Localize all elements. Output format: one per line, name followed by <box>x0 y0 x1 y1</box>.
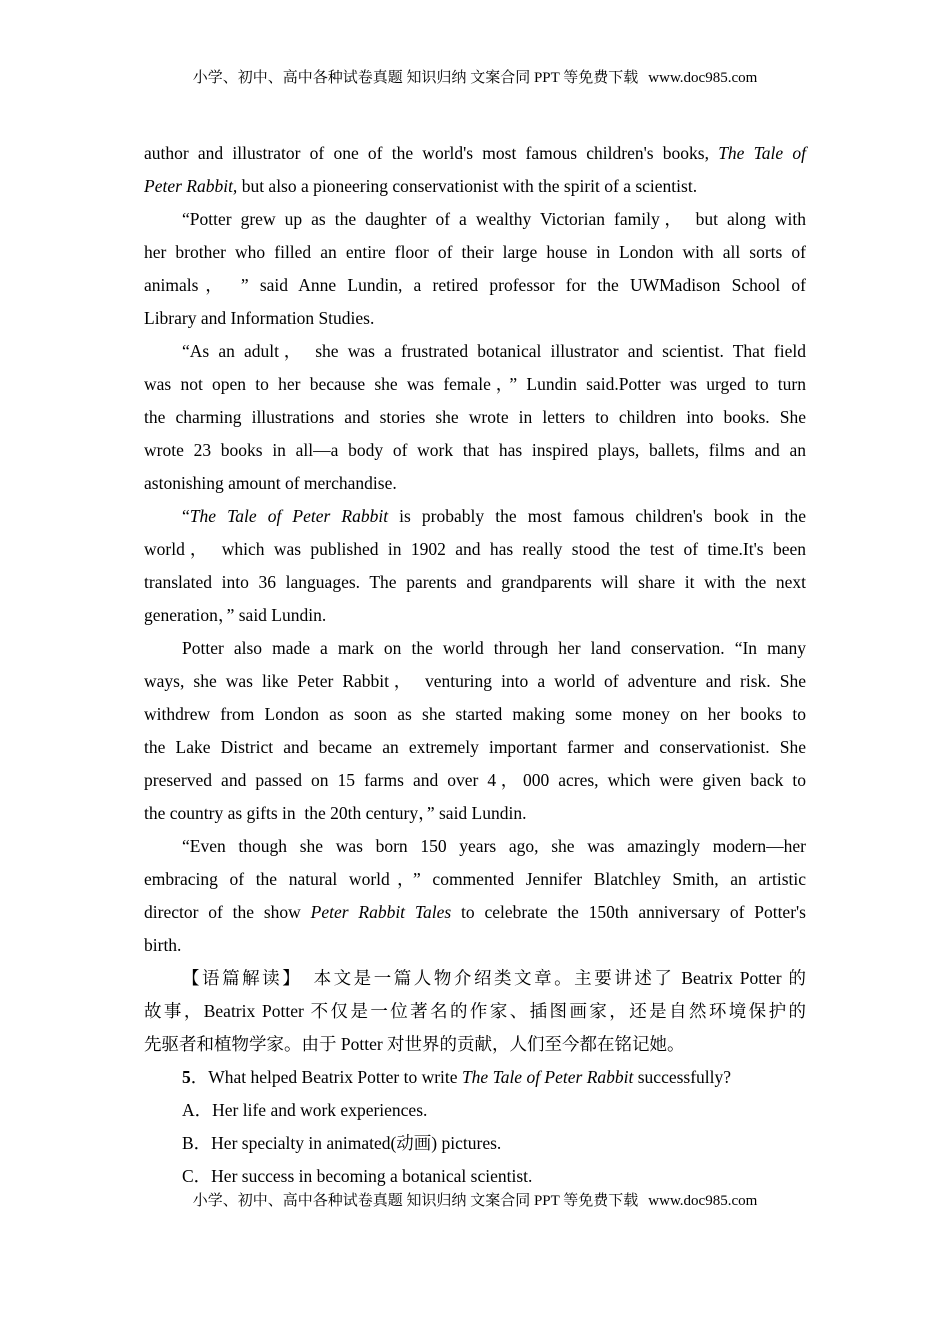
text-line <box>144 1061 806 1094</box>
text-segment: Peter Rabbit Tales <box>310 902 452 922</box>
text-segment: embracing of the natural world，” commented Jennifer Blatchley Smith, an artistic <box>144 869 806 889</box>
header-text: 小学、初中、高中各种试卷真题 知识归纳 文案合同 PPT 等免费下载 <box>192 70 639 86</box>
text-line <box>144 665 806 698</box>
text-line <box>144 962 806 995</box>
text-segment: is probably the most famous children's book in the <box>388 506 806 526</box>
text-line <box>144 698 806 731</box>
text-line <box>144 1094 806 1127</box>
text-line <box>144 995 806 1028</box>
text-segment: translated into 36 languages. The parents and grandparents will share it with the next <box>144 572 806 592</box>
text-segment: birth. <box>144 935 182 955</box>
text-segment: preserved and passed on 15 farms and over 4，000 acres, which were given back to <box>144 770 806 790</box>
text-segment: generation，” said Lundin. <box>144 605 327 625</box>
text-segment: wrote 23 books in all—a body of work that has inspired plays, ballets, films and an <box>144 440 806 460</box>
text-segment: “As an adult， she was a frustrated botanical illustrator and scientist. That field <box>182 341 806 361</box>
text-line <box>144 731 806 764</box>
text-segment: “ <box>182 506 190 526</box>
text-segment: her brother who filled an entire floor of their large house in London with all sorts of <box>144 242 806 262</box>
text-line <box>144 863 806 896</box>
text-line <box>144 500 806 533</box>
footer-text: 小学、初中、高中各种试卷真题 知识归纳 文案合同 PPT 等免费下载 <box>192 1193 639 1209</box>
footer-url: www.doc985.com <box>648 1193 758 1209</box>
text-line <box>144 302 806 335</box>
text-line <box>144 137 806 170</box>
text-segment: animals， ” said Anne Lundin, a retired professor for the UWMadison School of <box>144 275 806 295</box>
text-line <box>144 203 806 236</box>
text-segment: astonishing amount of merchandise. <box>144 473 397 493</box>
page-header <box>0 68 950 88</box>
text-segment: ．What helped Beatrix Potter to write <box>190 1067 462 1087</box>
text-segment: the charming illustrations and stories she wrote in letters to children into books. She <box>144 407 806 427</box>
text-segment: was not open to her because she was female，” Lundin said.Potter was urged to turn <box>144 374 806 394</box>
text-segment: C．Her success in becoming a botanical scientist. <box>182 1166 533 1186</box>
text-segment: director of the show <box>144 902 311 922</box>
text-segment: The Tale of <box>718 143 806 163</box>
text-line <box>144 830 806 863</box>
text-line <box>144 1028 806 1061</box>
text-segment: Peter Rabbit, <box>144 176 238 196</box>
text-segment: but also a pioneering conservationist with the spirit of a scientist. <box>237 176 698 196</box>
text-segment: The Tale of Peter Rabbit <box>189 506 389 526</box>
text-segment: the country as gifts in the 20th century，” said Lundin. <box>144 803 527 823</box>
text-line <box>144 236 806 269</box>
text-line <box>144 1127 806 1160</box>
text-segment: 【语篇解读】 本文是一篇人物介绍类文章。主要讲述了 Beatrix Potter 的 <box>182 968 806 988</box>
text-line <box>144 632 806 665</box>
text-segment: Library and Information Studies. <box>144 308 375 328</box>
text-line <box>144 368 806 401</box>
text-line <box>144 335 806 368</box>
text-segment: 先驱者和植物学家。由于 Potter 对世界的贡献，人们至今都在铭记她。 <box>144 1034 685 1054</box>
text-line <box>144 170 806 203</box>
text-segment: author and illustrator of one of the world's most famous children's books, <box>144 143 719 163</box>
text-line <box>144 929 806 962</box>
text-line <box>144 797 806 830</box>
text-segment: world， which was published in 1902 and has really stood the test of time.It's been <box>144 539 806 559</box>
text-segment: 5 <box>182 1067 191 1087</box>
text-segment: withdrew from London as soon as she started making some money on her books to <box>144 704 806 724</box>
text-line <box>144 467 806 500</box>
text-segment: to celebrate the 150th anniversary of Potter's <box>451 902 806 922</box>
header-url: www.doc985.com <box>648 70 758 86</box>
text-line <box>144 566 806 599</box>
text-segment: Potter also made a mark on the world through her land conservation. “In many <box>182 638 806 658</box>
text-segment: A．Her life and work experiences. <box>182 1100 428 1120</box>
text-line <box>144 401 806 434</box>
text-line <box>144 269 806 302</box>
text-segment: the Lake District and became an extremely important farmer and conservationist. She <box>144 737 806 757</box>
text-segment: ways, she was like Peter Rabbit， venturing into a world of adventure and risk. She <box>144 671 806 691</box>
text-segment: “Even though she was born 150 years ago, she was amazingly modern—her <box>182 836 806 856</box>
text-segment: 故事，Beatrix Potter 不仅是一位著名的作家、插图画家，还是自然环境保护的 <box>144 1001 806 1021</box>
text-line <box>144 764 806 797</box>
text-line <box>144 599 806 632</box>
text-line <box>144 434 806 467</box>
text-line <box>144 896 806 929</box>
text-segment: The Tale of Peter Rabbit <box>461 1067 634 1087</box>
text-segment: B．Her specialty in animated(动画) pictures. <box>182 1133 502 1153</box>
text-line <box>144 1160 806 1193</box>
text-segment: “Potter grew up as the daughter of a wealthy Victorian family， but along with <box>182 209 806 229</box>
text-segment: successfully? <box>633 1067 732 1087</box>
document-body <box>144 137 806 1193</box>
text-line <box>144 533 806 566</box>
page-footer <box>0 1191 950 1211</box>
